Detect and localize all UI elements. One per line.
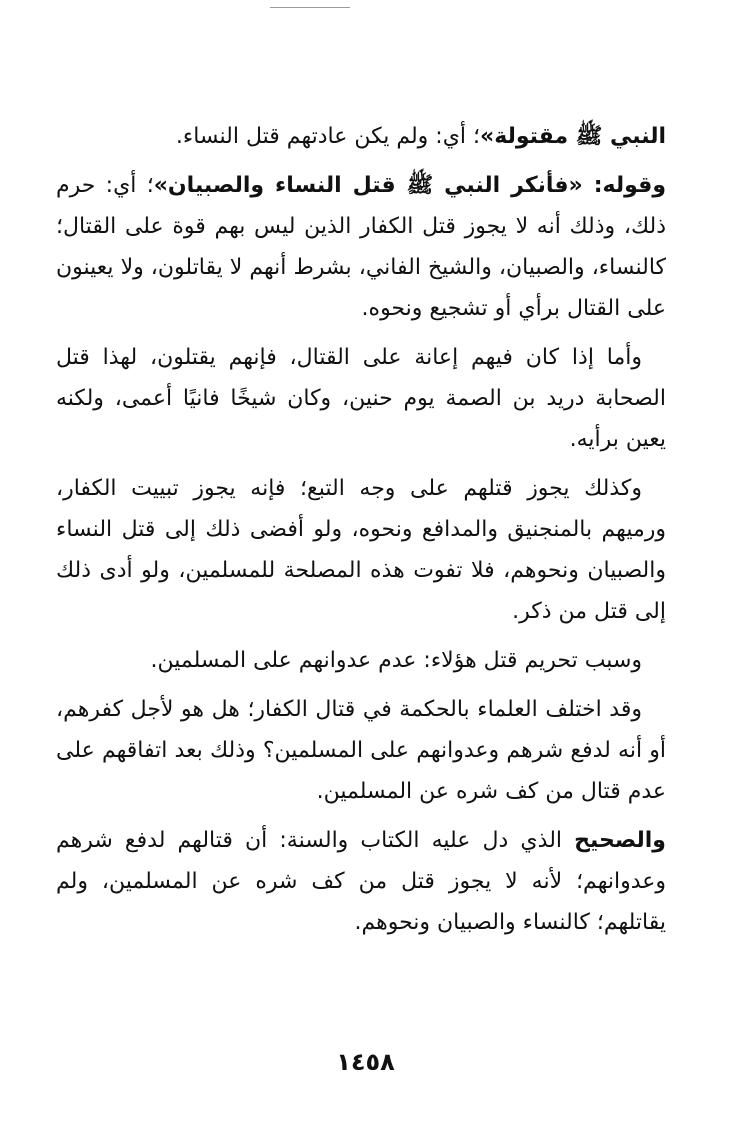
paragraph-7 [56,820,666,943]
paragraph-4 [56,468,666,632]
bold-text: النبي ﷺ مقتولة» [480,124,666,149]
quoted-hadith: «فأنكر النبي ﷺ قتل النساء والصبيان» [153,173,583,198]
page-number: ١٤٥٨ [336,1048,395,1076]
body-text: ؛ أي: حرم ذلك، وذلك أنه لا يجوز قتل الكفار الذين ليس بهم قوة على القتال؛ كالنساء، والصبيان، والشيخ الفاني، بشرط أنهم لا يقاتلون، ولا يعينون على القتال برأي أو تشجيع ونحوه. [56,173,666,321]
paragraph-1 [56,116,666,157]
body-text: وكذلك يجوز قتلهم على وجه التبع؛ فإنه يجوز تبييت الكفار، ورميهم بالمنجنيق والمدافع ونحوه، ولو أفضى ذلك إلى قتل النساء والصبيان ونحوهم، فلا تفوت هذه المصلحة للمسلمين، ولو أدى ذلك إلى قتل من ذكر. [56,476,666,624]
body-text: وسبب تحريم قتل هؤلاء: عدم عدوانهم على المسلمين. [150,648,642,673]
bold-text: وقوله: [582,173,666,198]
bold-text: والصحيح [574,828,666,853]
paragraph-5 [56,640,666,681]
paragraph-6 [56,689,666,812]
page-body [56,116,666,951]
body-text: الذي دل عليه الكتاب والسنة: أن قتالهم لدفع شرهم وعدوانهم؛ لأنه لا يجوز قتل من كف شره عن المسلمين، ولم يقاتلهم؛ كالنساء والصبيان ونحوهم. [56,828,666,935]
paragraph-2 [56,165,666,329]
top-rule [270,7,350,8]
paragraph-3 [56,337,666,460]
body-text: وأما إذا كان فيهم إعانة على القتال، فإنهم يقتلون، لهذا قتل الصحابة دريد بن الصمة يوم حنين، وكان شيخًا فانيًا أعمى، ولكنه يعين برأيه. [56,345,666,452]
body-text: ؛ أي: ولم يكن عادتهم قتل النساء. [175,124,481,149]
body-text: وقد اختلف العلماء بالحكمة في قتال الكفار؛ هل هو لأجل كفرهم، أو أنه لدفع شرهم وعدوانهم على المسلمين؟ وذلك بعد اتفاقهم على عدم قتال من كف شره عن المسلمين. [56,697,666,804]
